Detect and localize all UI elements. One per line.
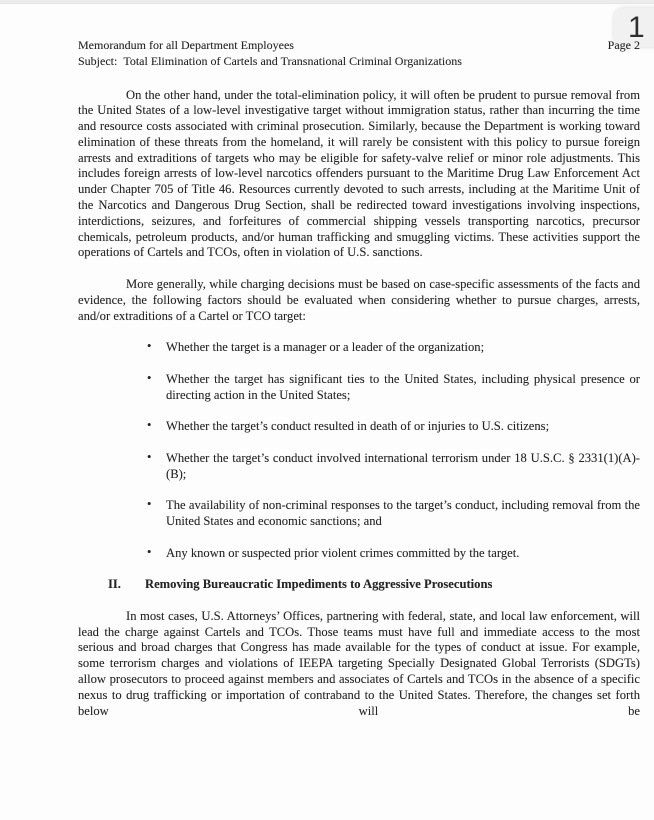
subject-text: Total Elimination of Cartels and Transnational Criminal Organizations (123, 53, 462, 68)
factor-list (78, 340, 640, 561)
factor-text: Any known or suspected prior violent crimes committed by the target. (166, 545, 520, 560)
page-indicator-number: 1 (628, 10, 645, 44)
factor-text: The availability of non-criminal responses to the target’s conduct, including removal from the United States and economic sanctions; and (166, 498, 640, 529)
paragraph-removal-policy: On the other hand, under the total-elimination policy, it will often be prudent to pursue removal from the United States of a low-level investigative target without immigration status, rather than incurring the time and resource costs associated with criminal prosecution. Similarly, because the Department is working toward elimination of these threats from the homeland, it will rarely be consistent with this policy to pursue foreign arrests and extraditions of targets who may be eligible for safety-valve relief or minor role adjustments. This includes foreign arrests of low-level narcotics offenders pursuant to the Maritime Drug Law Enforcement Act under Chapter 705 of Title 46. Resources currently devoted to such arrests, including at the Maritime Unit of the Narcotics and Dangerous Drug Section, shall be redirected toward investigations involving inspections, interdictions, seizures, and forfeitures of commercial shipping vessels transporting narcotics, precursor chemicals, petroleum products, and/or human trafficking and smuggling victims. These activities support the operations of Cartels and TCOs, often in violation of U.S. sanctions. (78, 87, 640, 260)
list-item (78, 419, 640, 435)
factor-text: Whether the target has significant ties to the United States, including physical presence or directing action in the United States; (166, 371, 640, 402)
list-item (78, 340, 640, 356)
bullet-icon: • (147, 339, 152, 354)
subject-label: Subject: (78, 53, 118, 68)
list-item (78, 498, 640, 530)
bullet-icon: • (147, 497, 152, 512)
list-item (78, 546, 640, 562)
paragraph-prosecutions: In most cases, U.S. Attorneys’ Offices, partnering with federal, state, and local law enforcement, will lead the charge against Cartels and TCOs. Those teams must have full and immediate access to the most serious and broad charges that Congress has made available for the types of conduct at issue. For example, some terrorism charges and violations of IEEPA targeting Specially Designated Global Terrorists (SDGTs) allow prosecutors to proceed against members and associates of Cartels and TCOs in the absence of a specific nexus to drug trafficking or importation of contraband to the United States. Therefore, the changes set forth below will be (78, 608, 640, 718)
list-item (78, 372, 640, 404)
section-heading-ii (78, 577, 640, 593)
bullet-icon: • (147, 370, 152, 385)
memo-header (78, 38, 640, 69)
page-number-label: Page 2 (607, 38, 640, 52)
bullet-icon: • (147, 449, 152, 464)
bullet-icon: • (147, 418, 152, 433)
paragraph-charging-factors-intro: More generally, while charging decisions must be based on case-specific assessments of the facts and evidence, the following factors should be evaluated when considering whether to pursue charges, arrests, and/or extraditions of a Cartel or TCO target: (78, 277, 640, 323)
factor-text: Whether the target is a manager or a leader of the organization; (166, 340, 485, 355)
section-title: Removing Bureaucratic Impediments to Aggressive Prosecutions (145, 577, 493, 592)
factor-text: Whether the target’s conduct resulted in death of or injuries to U.S. citizens; (166, 419, 550, 434)
list-item (78, 451, 640, 483)
factor-text: Whether the target’s conduct involved international terrorism under 18 U.S.C. § 2331(1)(A)-(B); (166, 450, 640, 481)
bullet-icon: • (147, 544, 152, 559)
memo-addressee-line: Memorandum for all Department Employees (78, 38, 294, 52)
memo-page (78, 38, 640, 719)
section-number: II. (108, 577, 121, 592)
page-top-edge (0, 0, 654, 4)
